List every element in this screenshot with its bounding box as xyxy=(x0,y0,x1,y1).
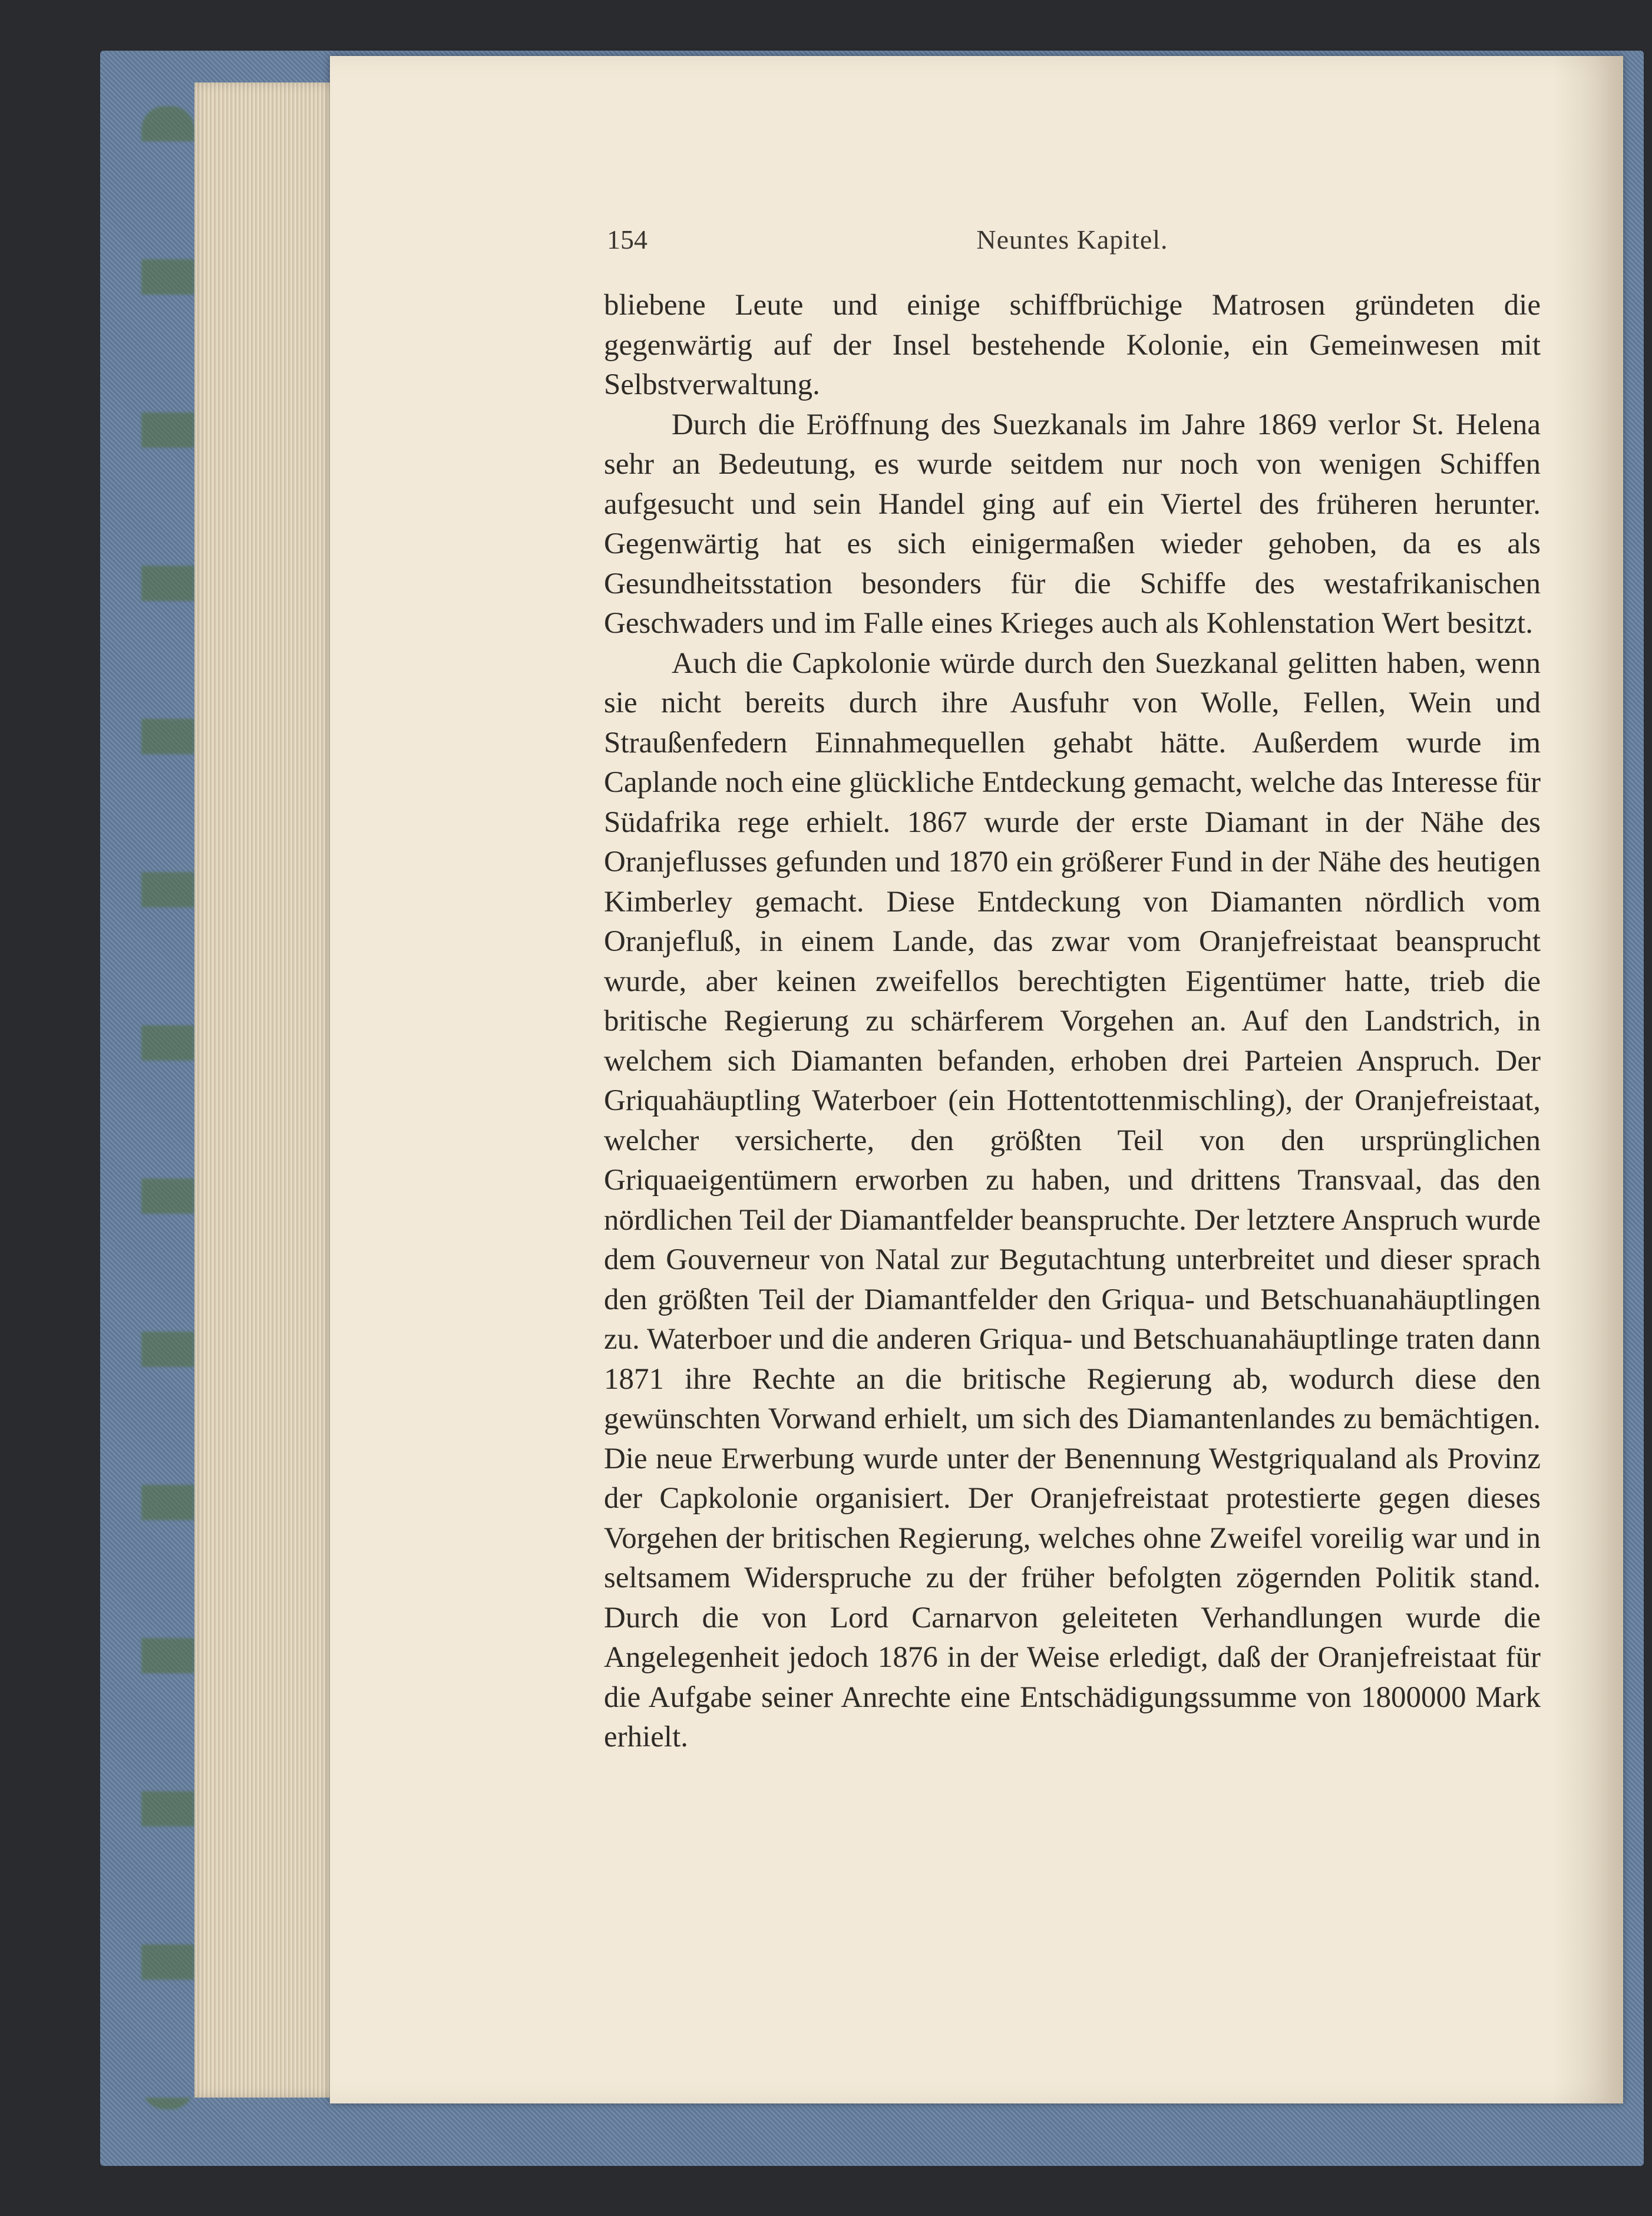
page-header xyxy=(607,224,1538,265)
cover-pattern xyxy=(141,106,194,2109)
paragraph: Durch die Eröffnung des Suezkanals im Jahre 1869 verlor St. Helena sehr an Bedeutung, es wurde seitdem nur noch von wenigen Schiffen aufgesucht und sein Handel ging auf ein Viertel des früheren herunter. Gegenwärtig hat es sich einigermaßen wieder gehoben, da es als Gesundheitsstation besonders für die Schiffe des westafrikanischen Geschwaders und im Falle eines Krieges auch als Kohlenstation Wert besitzt. xyxy=(604,408,1541,640)
book-page xyxy=(330,56,1623,2103)
running-title: Neuntes Kapitel. xyxy=(976,224,1168,255)
page-number: 154 xyxy=(607,224,647,255)
body-text xyxy=(604,286,1541,1758)
paragraph: bliebene Leute und einige schiffbrüchige Matrosen gründeten die gegenwärtig auf der Insel bestehende Kolonie, ein Gemeinwesen mit Selbstverwaltung. xyxy=(604,289,1541,401)
spine-shadow xyxy=(1552,56,1623,2103)
paragraph: Auch die Capkolonie würde durch den Suezkanal gelitten haben, wenn sie nicht bereits durch ihre Ausfuhr von Wolle, Fellen, Wein und Straußenfedern Einnahmequellen gehabt hätte. Außerdem wurde im Caplande noch eine glückliche Entdeckung gemacht, welche das Interesse für Südafrika rege erhielt. 1867 wurde der erste Diamant in der Nähe des Oranjeflusses gefunden und 1870 ein größerer Fund in der Nähe des heutigen Kimberley gemacht. Diese Entdeckung von Diamanten nördlich vom Oranjefluß, in einem Lande, das zwar vom Oranjefreistaat beansprucht wurde, aber keinen zweifellos berechtigten Eigentümer hatte, trieb die britische Regierung zu schärferem Vorgehen an. Auf den Landstrich, in welchem sich Diamanten befanden, erhoben drei Parteien Anspruch. Der Griquahäuptling Waterboer (ein Hottentottenmischling), der Oranjefreistaat, welcher versicherte, den größten Teil von den ursprünglichen Griquaeigentümern erworben zu haben, und drittens Transvaal, das den nördlichen Teil der Diamantfelder beanspruchte. Der letztere Anspruch wurde dem Gouverneur von Natal zur Begutachtung unterbreitet und dieser sprach den größten Teil der Diamantfelder den Griqua- und Betschuanahäuptlingen zu. Waterboer und die anderen Griqua- und Betschuanahäuptlinge traten dann 1871 ihre Rechte an die britische Regierung ab, wodurch diese den gewünschten Vorwand erhielt, um sich des Diamantenlandes zu bemächtigen. Die neue Erwerbung wurde unter der Benennung Westgriqualand als Provinz der Capkolonie organisiert. Der Oranjefreistaat protestierte gegen dieses Vorgehen der britischen Regierung, welches ohne Zweifel voreilig war und in seltsamem Widerspruche zu der früher befolgten zögernden Politik stand. Durch die von Lord Carnarvon geleiteten Verhandlungen wurde die Angelegenheit jedoch 1876 in der Weise erledigt, daß der Oranjefreistaat für die Aufgabe seiner Anrechte eine Entschädigungssumme von 1800000 Mark erhielt. xyxy=(604,646,1541,1753)
